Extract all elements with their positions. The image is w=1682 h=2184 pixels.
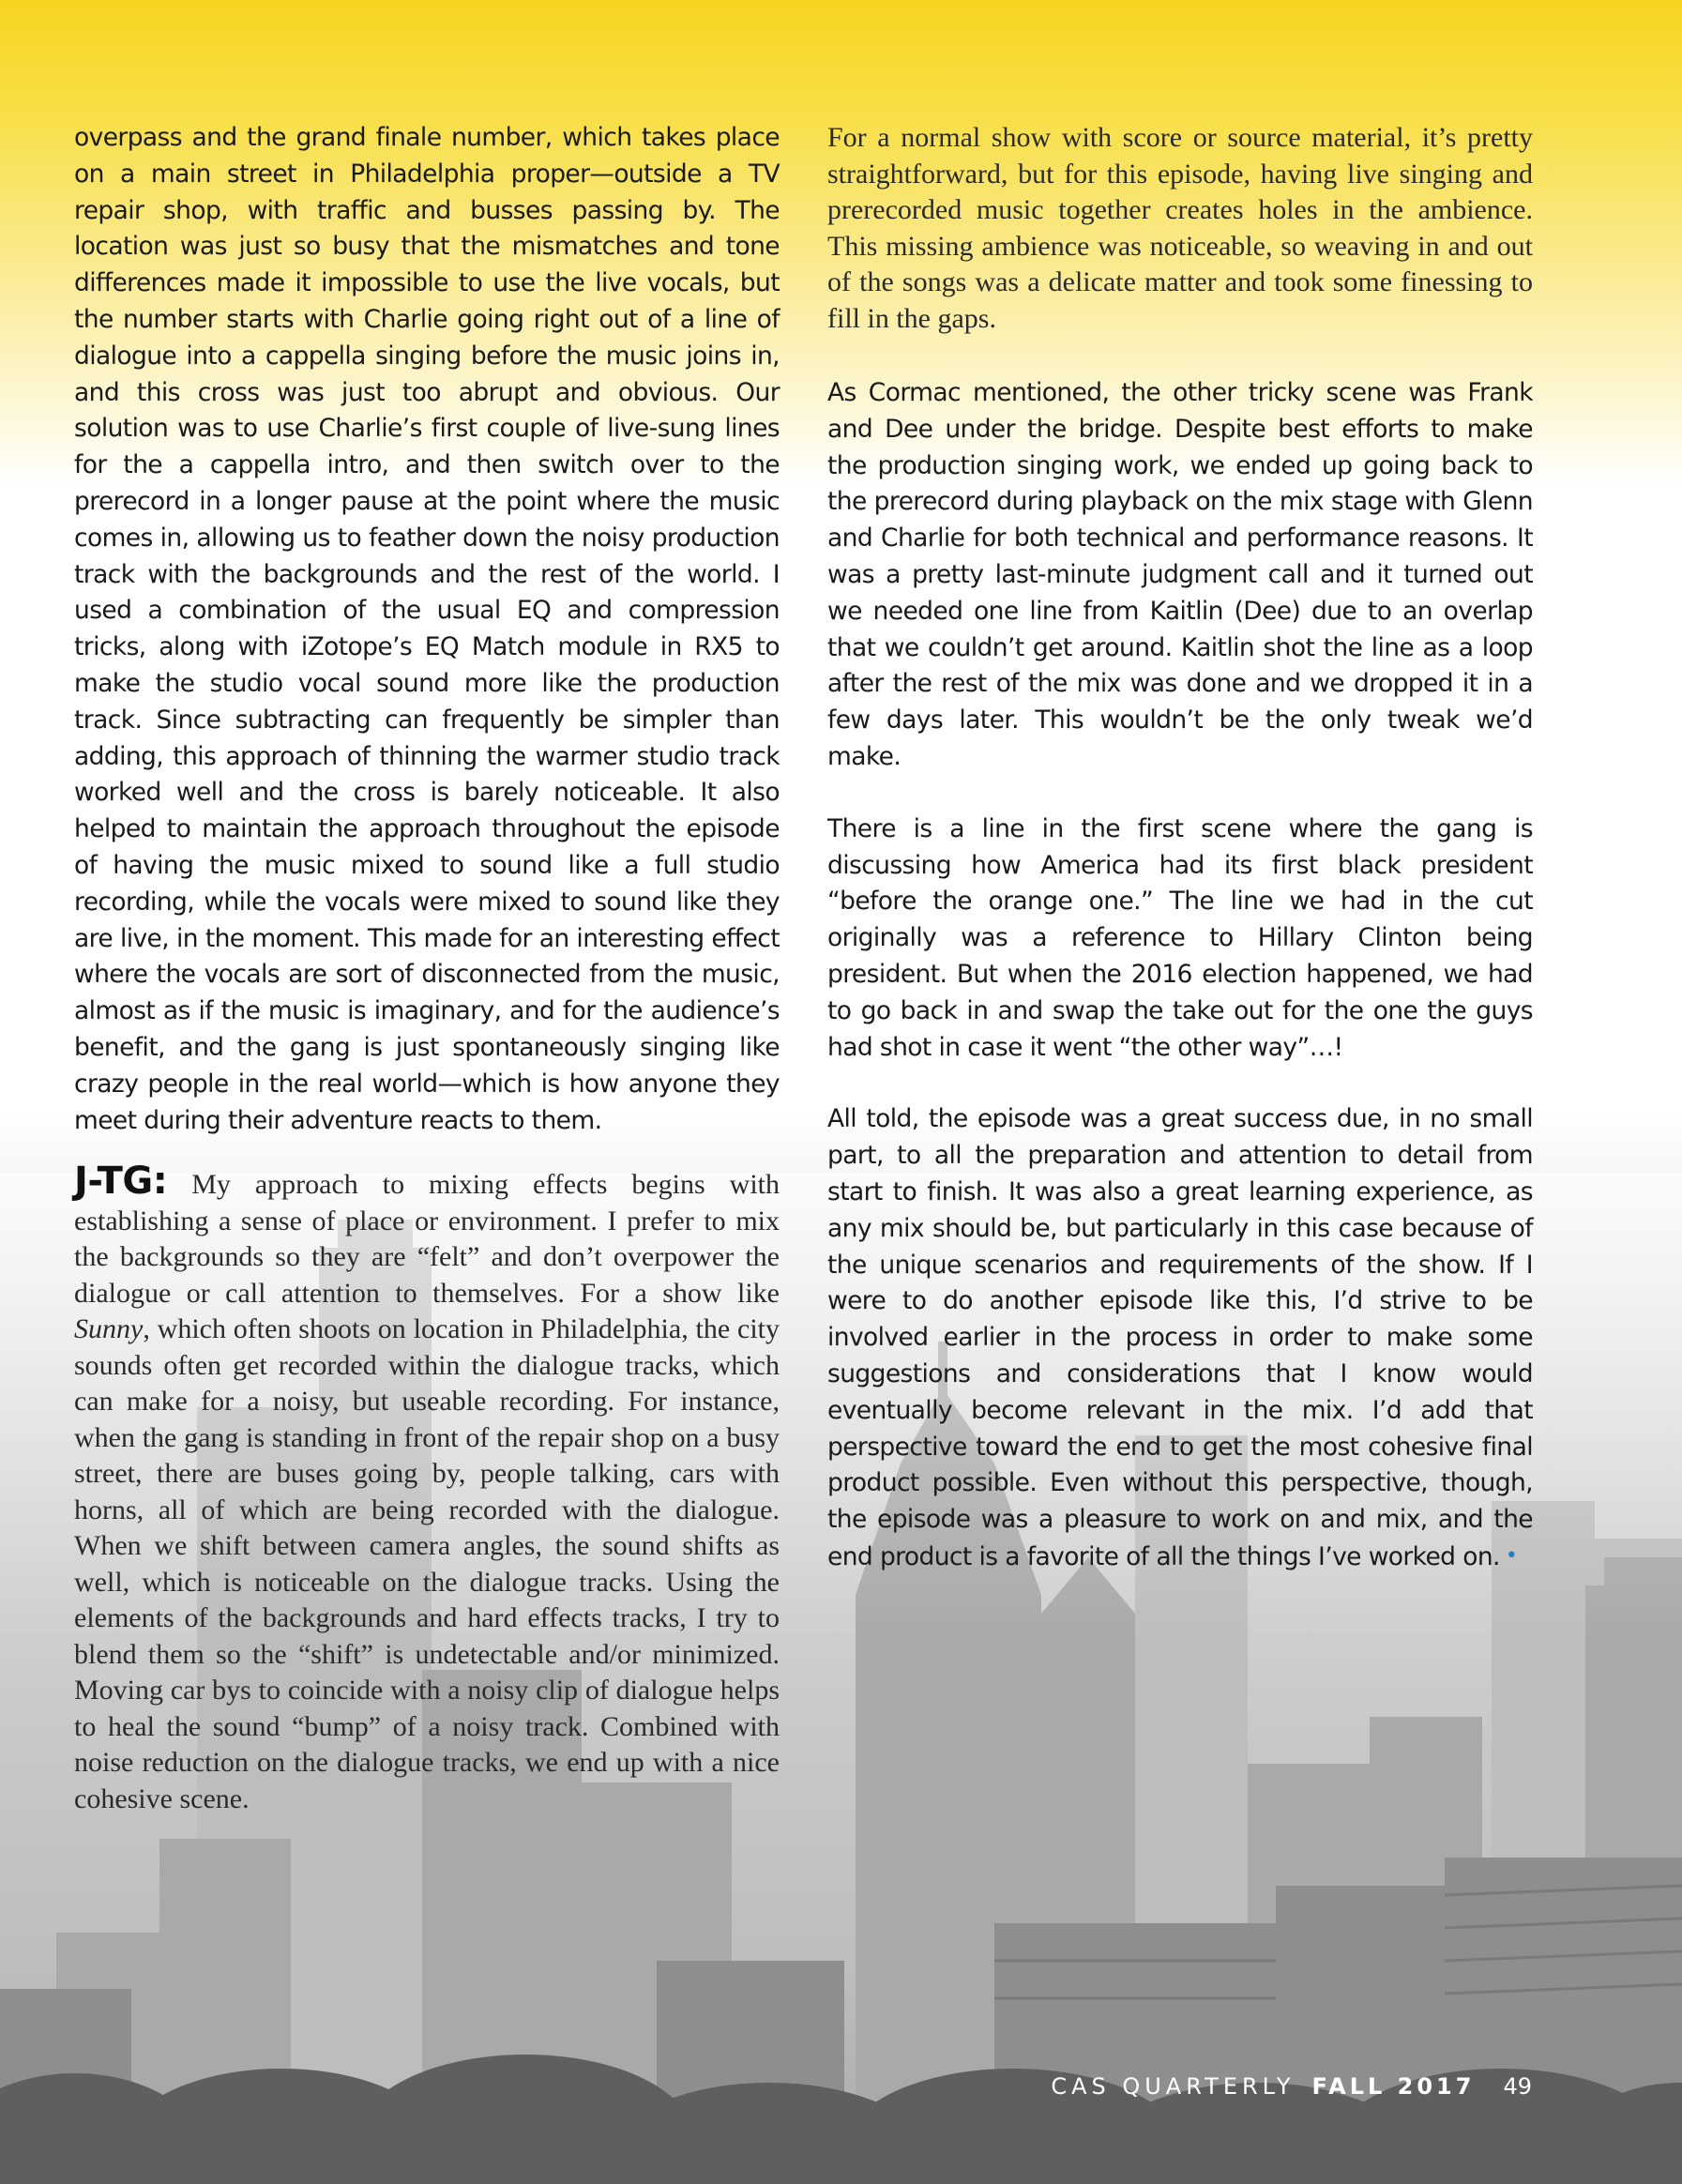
right-paragraph-1: For a normal show with score or source material, it’s pretty straightforward, but for this episode, having live singing and prerecorded music together creates holes in the ambience. This missing ambience was noticeable, so weaving in and out of the songs was a delicate matter and took some finessing to fill in the gaps. — [827, 122, 1533, 334]
page-footer — [1051, 2073, 1532, 2100]
right-paragraph-3: There is a line in the first scene where the gang is discussing how America had its first black president “before the orange one.” The line we had in the cut originally was a reference to Hillary Clinton being president. But when the 2016 election happened, we had to go back in and swap the take out for the one the guys had shot in case it went “the other way”…! — [827, 813, 1533, 1062]
page-number: 49 — [1503, 2073, 1532, 2100]
effects-text-b: , which often shoots on location in Philadelphia, the city sounds often get recorded within the dialogue tracks, which can make for a noisy, but useable recording. For instance, when the gang is standing in front of the repair shop on a busy street, there are buses going by, people talking, cars with horns, all of which are being recorded with the dialogue. When we shift between camera angles, the sound shifts as well, which is noticeable on the dialogue tracks. Using the elements of the backgrounds and hard effects tracks, I try to blend them so the “shift” is undetectable and/or minimized. Moving car bys to coincide with a noisy clip of dialogue helps to heal the sound “bump” of a noisy track. Combined with noise reduction on the dialogue tracks, we end up with a nice cohesive scene. — [74, 1313, 780, 1814]
speaker-paragraph — [74, 1160, 780, 1817]
speaker-label: J-TG: — [74, 1160, 168, 1203]
right-column-top — [827, 120, 1533, 337]
left-column-effects — [74, 1160, 780, 1817]
right-paragraph-4 — [827, 1101, 1533, 1575]
effects-text-a: My approach to mixing effects begins with establishing a sense of place or environment. I prefer to mix the backgrounds so they are “felt” and don’t overpower the dialogue or call attention to themselves. For a show like — [74, 1169, 780, 1309]
right-column — [827, 375, 1533, 1576]
end-mark-icon: • — [1505, 1543, 1518, 1568]
publication-name: CAS QUARTERLY — [1051, 2073, 1296, 2100]
right-paragraph-2: As Cormac mentioned, the other tricky scene was Frank and Dee under the bridge. Despite best efforts to make the production singing work, we ended up going back to the prerecord during playback on the mix stage with Glenn and Charlie for both technical and performance reasons. It was a pretty last-minute judgment call and it turned out we needed one line from Kaitlin (Dee) due to an overlap that we couldn’t get around. Kaitlin shot the line as a loop after the rest of the mix was done and we dropped it in a few days later. This wouldn’t be the only tweak we’d make. — [827, 378, 1533, 771]
issue-label: FALL 2017 — [1311, 2073, 1476, 2100]
left-paragraph-1: overpass and the grand finale number, which takes place on a main street in Philadelphia proper—outside a TV repair shop, with traffic and busses passing by. The location was just so busy that the mismatches and tone differences made it impossible to use the live vocals, but the number starts with Charlie going right out of a line of dialogue into a cappella singing before the music joins in, and this cross was just too abrupt and obvious. Our solution was to use Charlie’s first couple of live-sung lines for the a cappella intro, and then switch over to the prerecord in a longer pause at the point where the music comes in, allowing us to feather down the noisy production track with the backgrounds and the rest of the world. I used a combination of the usual EQ and compression tricks, along with iZotope’s EQ Match module in RX5 to make the studio vocal sound more like the production track. Since subtracting can frequently be simpler than adding, this approach of thinning the warmer studio track worked well and the cross is barely noticeable. It also helped to maintain the approach throughout the episode of having the music mixed to sound like a full studio recording, while the vocals were mixed to sound like they are live, in the moment. This made for an interesting effect where the vocals are sort of disconnected from the music, almost as if the music is imaginary, and for the audience’s benefit, and the gang is just spontaneously singing like crazy people in the real world—which is how anyone they meet during their adventure reacts to them. — [74, 123, 780, 1135]
show-title: Sunny — [74, 1313, 144, 1344]
left-column — [74, 120, 780, 1139]
closing-text: All told, the episode was a great success due, in no small part, to all the preparation and attention to detail from start to finish. It was also a great learning experience, as any mix should be, but particularly in this case because of the unique scenarios and requirements of the show. If I were to do another episode like this, I’d strive to be involved earlier in the process in order to make some suggestions and considerations that I know would eventually become relevant in the mix. I’d add that perspective toward the end to get the most cohesive final product possible. Even without this perspective, though, the episode was a pleasure to work on and mix, and the end product is a favorite of all the things I’ve worked on. — [827, 1104, 1533, 1571]
